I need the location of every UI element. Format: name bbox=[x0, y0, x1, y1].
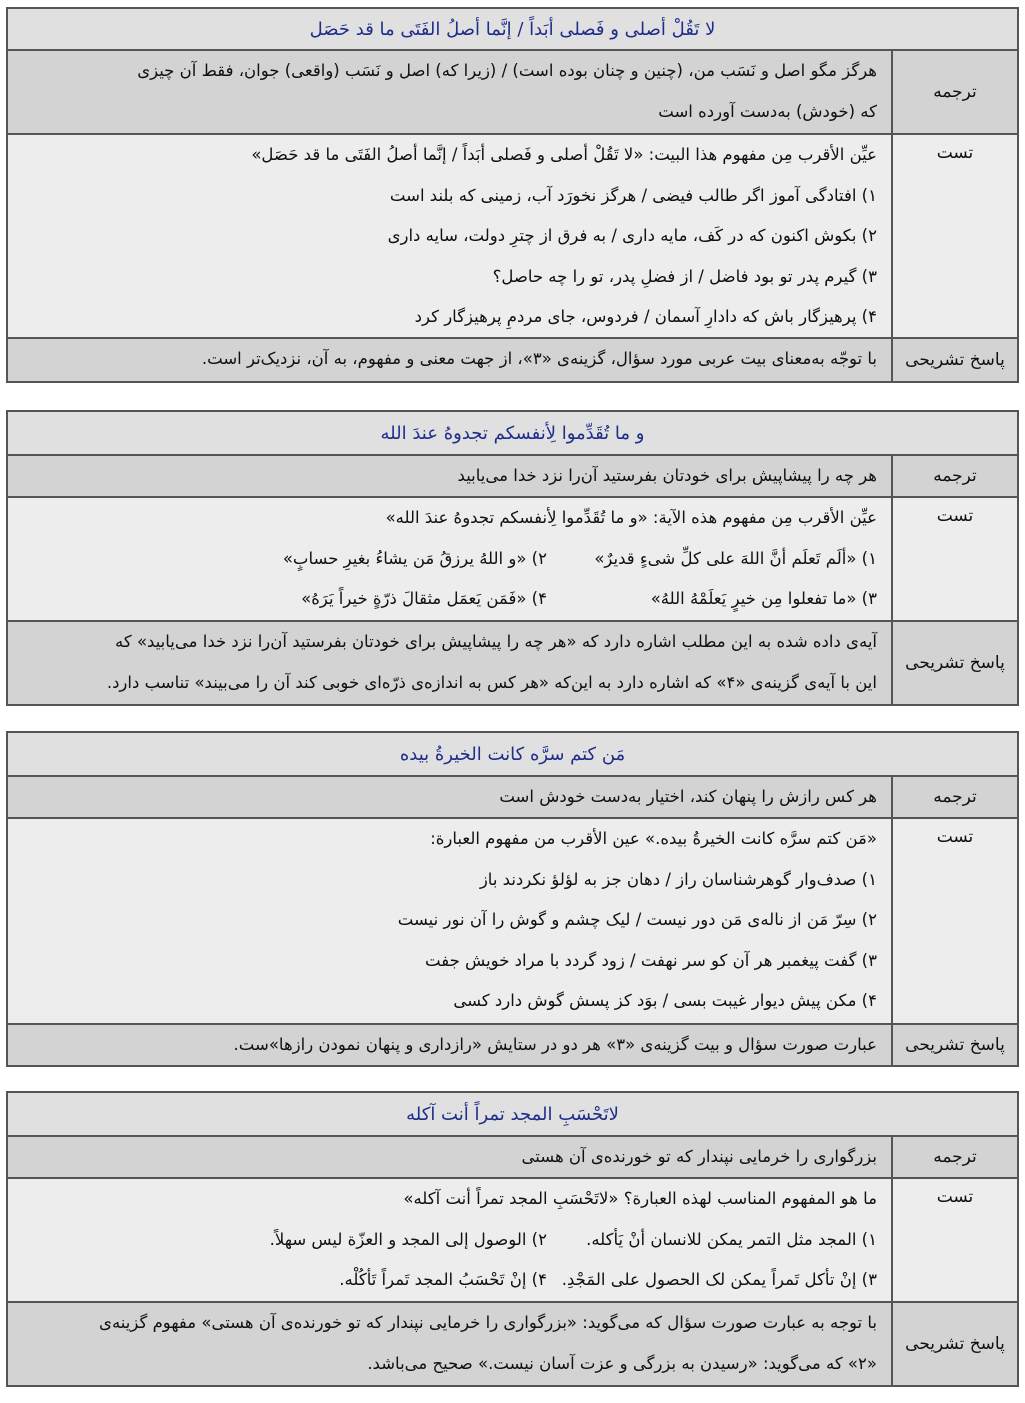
test-row bbox=[8, 817, 1017, 1023]
text-line: این با آیه‌ی گزینه‌ی «۴» که اشاره دارد به این‌که «هر کس به اندازه‌ی ذرّه‌ای خوبی کند آن را می‌بیند» تناسب دارد. bbox=[106, 672, 877, 692]
option-pair bbox=[22, 1260, 877, 1301]
text-line: با توجه به عبارت صورت سؤال که می‌گوید: «بزرگواری را خرمایی نپندار که تو خورنده‌ی آن هستی» مفهوم گزینه‌ی bbox=[99, 1313, 877, 1332]
answer-row bbox=[8, 1023, 1017, 1065]
test-row bbox=[8, 1177, 1017, 1301]
answer-row bbox=[8, 620, 1017, 704]
test-option: ۲) سِرّ مَن از ناله‌ی مَن دور نیست / لیک چشم و گوش را آن نور نیست bbox=[397, 910, 877, 929]
translation-row bbox=[8, 454, 1017, 496]
translation-row bbox=[8, 49, 1017, 133]
answer-text bbox=[8, 339, 891, 381]
answer-label: پاسخ تشریحی bbox=[891, 339, 1017, 381]
test-content bbox=[8, 819, 891, 1023]
test-option: ۱) صدف‌وار گوهرشناسان راز / دهان جز به لؤلؤ نکردند باز bbox=[479, 869, 877, 889]
answer-text bbox=[8, 1303, 891, 1385]
test-option: ۳) گیرم پدر تو بود فاضل / از فضلِ پدر، تو را چه حاصل؟ bbox=[492, 266, 877, 286]
answer-label: پاسخ تشریحی bbox=[891, 1303, 1017, 1385]
test-option: ۴) إنْ تَحْسَبُ المجد تَمراً تَأکُلْه. bbox=[339, 1270, 547, 1289]
qa-block-1 bbox=[6, 7, 1019, 383]
test-label: تست bbox=[891, 498, 1017, 620]
option-pair bbox=[22, 579, 877, 620]
translation-label: ترجمه bbox=[891, 1137, 1017, 1177]
test-question: عیِّن الأقرب مِن مفهوم هذه الآیة: «و ما تُقَدِّموا لِأنفسکم تجدوهُ عندَ الله» bbox=[385, 508, 877, 527]
test-option: ۴) «فَمَن یَعمَل مثقالَ ذرّةٍ خیراً یَرَهُ» bbox=[301, 589, 547, 608]
translation-text bbox=[8, 777, 891, 817]
text-line: هر کس رازش را پنهان کند، اختیار به‌دست خودش است bbox=[499, 787, 877, 806]
test-question: عیِّن الأقرب مِن مفهوم هذا البیت: «لا تَقُلْ أصلی و فَصلی أبَداً / إنَّما أصلُ الفَتَی ما قد حَصَل» bbox=[251, 145, 877, 164]
option-pair bbox=[22, 1220, 877, 1261]
answer-row bbox=[8, 337, 1017, 381]
qa-block-4 bbox=[6, 1091, 1019, 1387]
test-label: تست bbox=[891, 819, 1017, 1023]
translation-text bbox=[8, 51, 891, 133]
test-label: تست bbox=[891, 1179, 1017, 1301]
block-title: مَن کتم سرَّه کانت الخیرةُ بیده bbox=[8, 733, 1017, 775]
test-option: ۴) پرهیزگار باش که دادارِ آسمان / فردوس، جای مردمِ پرهیزگار کرد bbox=[414, 307, 877, 326]
test-option: ۲) «و اللهُ یرزقُ مَن یشاءُ بغیرِ حسابٍ» bbox=[282, 548, 547, 568]
text-line: هرگز مگو اصل و نَسَب من، (چنین و چنان بوده است) / (زیرا که) اصل و نَسَب (واقعی) جوان، فقط آن چیزی bbox=[137, 61, 877, 80]
option-pair bbox=[22, 539, 877, 580]
answer-text bbox=[8, 1025, 891, 1065]
translation-label: ترجمه bbox=[891, 777, 1017, 817]
text-line: عبارت صورت سؤال و بیت گزینه‌ی «۳» هر دو در ستایش «رازداری و پنهان نمودن رازها»ست. bbox=[233, 1035, 877, 1054]
test-content bbox=[8, 135, 891, 337]
block-title: و ما تُقَدِّموا لِأنفسکم تجدوهُ عندَ الله bbox=[8, 412, 1017, 454]
test-option: ۱) «ألَم تَعلَم أنَّ اللهَ علی کلِّ شیءٍ قدیرٌ» bbox=[594, 548, 877, 568]
answer-row bbox=[8, 1301, 1017, 1385]
test-label: تست bbox=[891, 135, 1017, 337]
test-option: ۴) مکن پیش دیوار غیبت بسی / بوَد کز پسش گوش دارد کسی bbox=[453, 991, 877, 1010]
translation-row bbox=[8, 775, 1017, 817]
translation-row bbox=[8, 1135, 1017, 1177]
translation-label: ترجمه bbox=[891, 51, 1017, 133]
test-content bbox=[8, 1179, 891, 1301]
test-option: ۲) الوصول إلی المجد و العزّة لیس سهلاً. bbox=[269, 1229, 547, 1249]
text-line: با توجّه به‌معنای بیت عربی مورد سؤال، گزینه‌ی «۳»، از جهت معنی و مفهوم، به آن، نزدیک‌تر است. bbox=[201, 349, 877, 368]
answer-text bbox=[8, 622, 891, 704]
test-option: ۲) بکوش اکنون که در کَف، مایه داری / به فرق از چترِ دولت، سایه داری bbox=[387, 226, 877, 245]
test-question: ما هو المفهوم المناسب لهذه العبارة؟ «لاتَحْسَبِ المجد تمراً أنت آکله» bbox=[403, 1189, 877, 1208]
test-option: ۳) گفت پیغمبر هر آن کو سر نهفت / زود گردد با مراد خویش جفت bbox=[425, 950, 877, 970]
test-content bbox=[8, 498, 891, 620]
test-option: ۱) افتادگی آموز اگر طالب فیضی / هرگز نخورَد آب، زمینی که بلند است bbox=[389, 185, 877, 205]
test-option: ۱) المجد مثل التمر یمکن للانسان أنْ یَأکله. bbox=[586, 1229, 877, 1249]
translation-text bbox=[8, 1137, 891, 1177]
text-line: هر چه را پیشاپیش برای خودتان بفرستید آن‌را نزد خدا می‌یابید bbox=[457, 466, 877, 485]
translation-label: ترجمه bbox=[891, 456, 1017, 496]
text-line: آیه‌ی داده شده به این مطلب اشاره دارد که «هر چه را پیشاپیش برای خودتان بفرستید آن‌را نزد خدا می‌یابید» که bbox=[115, 632, 877, 651]
text-line: که (خودش) به‌دست آورده است bbox=[658, 101, 877, 121]
test-option: ۳) إنْ تأکل تَمراً یمکن لک الحصول علی المَجْدِ. bbox=[561, 1270, 877, 1289]
answer-label: پاسخ تشریحی bbox=[891, 622, 1017, 704]
block-title: لا تَقُلْ أصلی و فَصلی أبَداً / إنَّما أصلُ الفَتَی ما قد حَصَل bbox=[8, 9, 1017, 49]
qa-block-2 bbox=[6, 410, 1019, 706]
test-row bbox=[8, 496, 1017, 620]
test-question: «مَن کتم سرَّه کانت الخیرةُ بیده.» عین الأقرب من مفهوم العبارة: bbox=[430, 829, 877, 848]
translation-text bbox=[8, 456, 891, 496]
text-line: بزرگواری را خرمایی نپندار که تو خورنده‌ی آن هستی bbox=[521, 1147, 877, 1166]
block-title: لاتَحْسَبِ المجد تمراً أنت آکله bbox=[8, 1093, 1017, 1135]
answer-label: پاسخ تشریحی bbox=[891, 1025, 1017, 1065]
test-row bbox=[8, 133, 1017, 337]
qa-block-3 bbox=[6, 731, 1019, 1067]
test-option: ۳) «ما تفعلوا مِن خیرٍ یَعلَمْهُ اللهُ» bbox=[650, 589, 877, 608]
text-line: «۲» که می‌گوید: «رسیدن به بزرگی و عزت آسان نیست.» صحیح می‌باشد. bbox=[367, 1353, 877, 1373]
